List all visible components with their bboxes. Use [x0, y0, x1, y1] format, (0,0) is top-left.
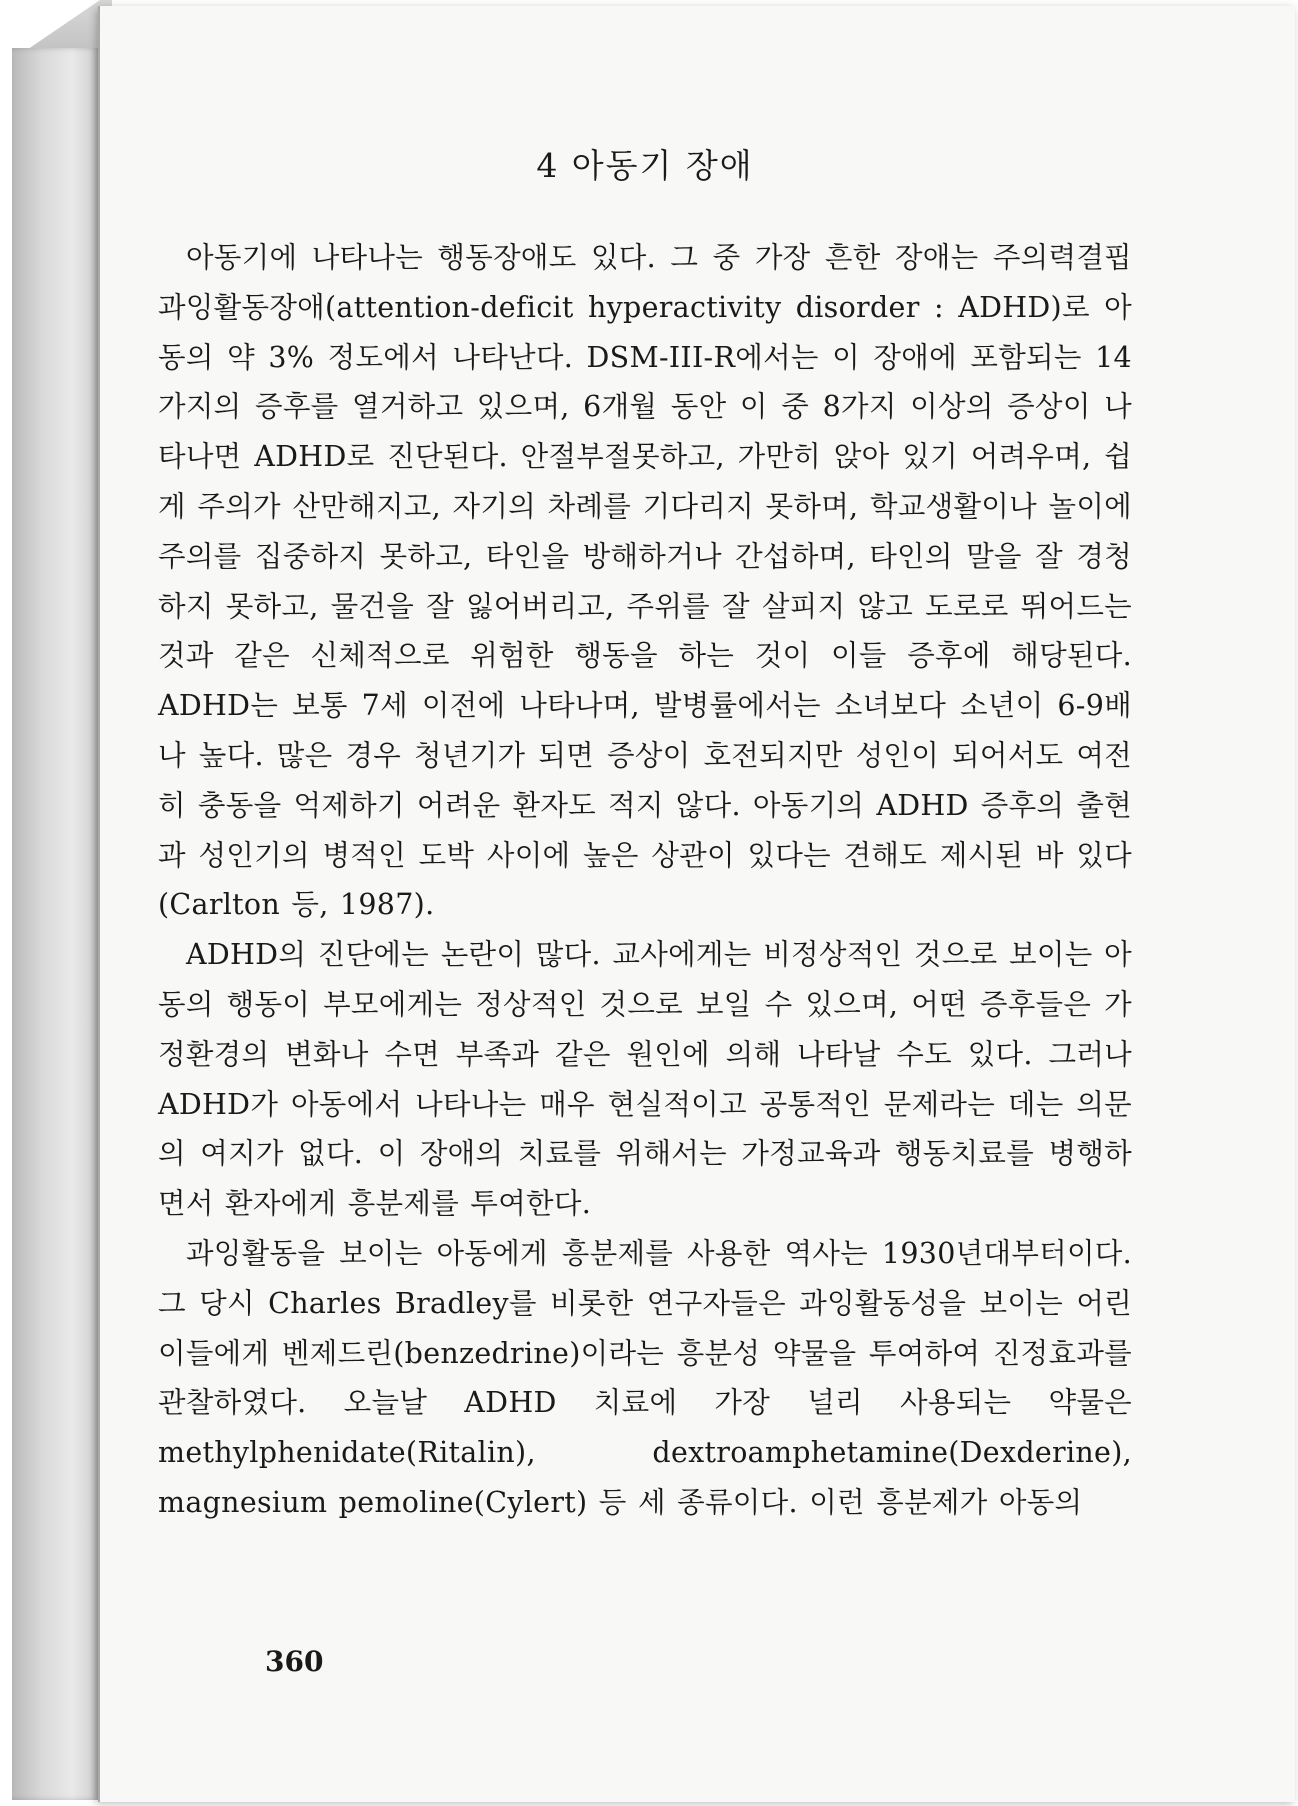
book-spine	[12, 48, 98, 1800]
page-number: 360	[265, 1645, 324, 1678]
paragraph-1: 아동기에 나타나는 행동장애도 있다. 그 중 가장 흔한 장애는 주의력결핍 과잉활동장애(attention-deficit hyperactivity disorder : ADHD)로 아동의 약 3% 정도에서 나타난다. DSM-III-R에서는 이 장애에 포함되는 14가지의 증후를 열거하고 있으며, 6개월 동안 이 중 8가지 이상의 증상이 나타나면 ADHD로 진단된다. 안절부절못하고, 가만히 앉아 있기 어려우며, 쉽게 주의가 산만해지고, 자기의 차례를 기다리지 못하며, 학교생활이나 놀이에 주의를 집중하지 못하고, 타인을 방해하거나 간섭하며, 타인의 말을 잘 경청하지 못하고, 물건을 잘 잃어버리고, 주위를 잘 살피지 않고 도로로 뛰어드는 것과 같은 신체적으로 위험한 행동을 하는 것이 이들 증후에 해당된다. ADHD는 보통 7세 이전에 나타나며, 발병률에서는 소녀보다 소년이 6-9배나 높다. 많은 경우 청년기가 되면 증상이 호전되지만 성인이 되어서도 여전히 충동을 억제하기 어려운 환자도 적지 않다. 아동기의 ADHD 증후의 출현과 성인기의 병적인 도박 사이에 높은 상관이 있다는 견해도 제시된 바 있다(Carlton 등, 1987).	[158, 241, 1132, 922]
chapter-title: 4 아동기 장애	[536, 146, 754, 185]
paragraph-3: 과잉활동을 보이는 아동에게 흥분제를 사용한 역사는 1930년대부터이다. 그 당시 Charles Bradley를 비롯한 연구자들은 과잉활동성을 보이는 어린이들에게 벤제드린(benzedrine)이라는 흥분성 약물을 투여하여 진정효과를 관찰하였다. 오늘날 ADHD 치료에 가장 널리 사용되는 약물은 methylphenidate(Ritalin), dextroamphetamine(Dexderine), magnesium pemoline(Cylert) 등 세 종류이다. 이런 흥분제가 아동의	[158, 1236, 1132, 1519]
paragraph-2: ADHD의 진단에는 논란이 많다. 교사에게는 비정상적인 것으로 보이는 아동의 행동이 부모에게는 정상적인 것으로 보일 수 있으며, 어떤 증후들은 가정환경의 변화나 수면 부족과 같은 원인에 의해 나타날 수도 있다. 그러나 ADHD가 아동에서 나타나는 매우 현실적이고 공통적인 문제라는 데는 의문의 여지가 없다. 이 장애의 치료를 위해서는 가정교육과 행동치료를 병행하면서 환자에게 흥분제를 투여한다.	[158, 938, 1132, 1221]
page-content	[158, 140, 1132, 1528]
